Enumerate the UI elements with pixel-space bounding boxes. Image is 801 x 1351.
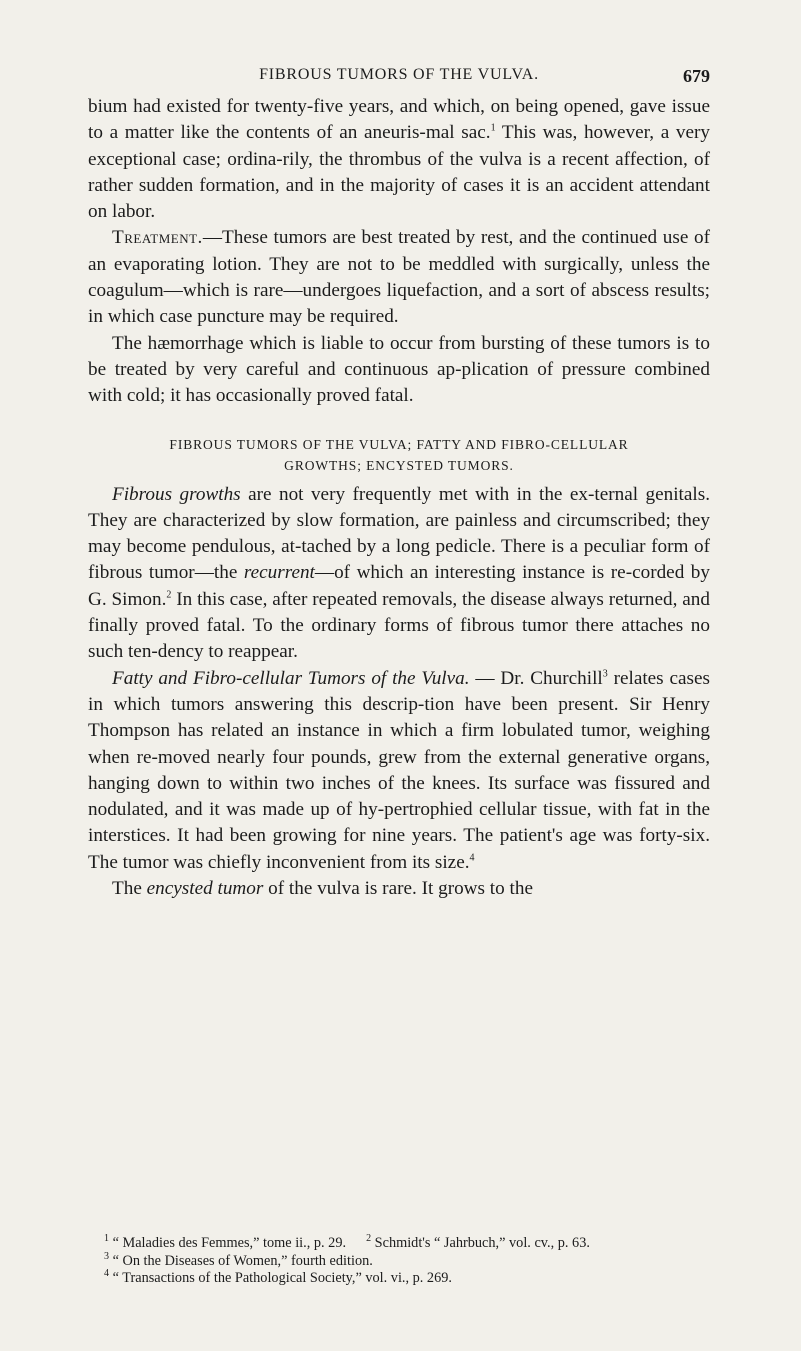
footnote-line [104,1250,710,1271]
paragraph-treatment [88,225,710,330]
footnote-2: Schmidt's “ Jahrbuch,” vol. cv., p. 63. [374,1235,590,1251]
paragraph-fibrous-growths [88,482,710,666]
paragraph-text: —These tumors are best treated by rest, and the continued use of an evaporating lotion. They are not to be meddled with surgically, unless the coagulum—which is rare—undergoes liquefaction, and a sort of abscess results; in which case puncture may be required. [88,227,710,328]
section-heading-line: FIBROUS TUMORS OF THE VULVA; FATTY AND FIBRO-CELLULAR [169,436,629,452]
body-text [88,94,710,902]
paragraph-fatty-tumors [88,666,710,876]
footnote-ref-4: 4 [469,852,475,864]
paragraph-text: The hæmorrhage which is liable to occur from bursting of these tumors is to be treated by very careful and continuous ap-plication of pressure combined with cold; it has occasionally proved fatal. [88,332,710,407]
paragraph-text: In this case, after repeated removals, the disease always returned, and finally proved fatal. To the ordinary forms of fibrous tumor there attaches no such ten-dency to reappear. [88,588,710,663]
paragraph-thrombus-continued [88,94,710,225]
footnote-ref-3: 3 [602,668,608,680]
footnote-mark: 4 [104,1268,109,1280]
footnote-mark: 3 [104,1250,109,1262]
page-number: 679 [683,66,710,86]
footnotes [104,1235,710,1288]
footnote-line [104,1270,710,1288]
footnote-mark: 1 [104,1233,109,1245]
running-head [88,66,710,90]
section-heading-line: GROWTHS; ENCYSTED TUMORS. [284,457,514,473]
paragraph-encysted-tumor [88,876,710,902]
paragraph-text: bium had existed for twenty-five years, and which, on being opened, gave issue to a matter like the contents of an aneuris-mal sac. [88,96,710,144]
footnote-3: “ On the Diseases of Women,” fourth edition. [112,1252,373,1269]
paragraph-text: of the vulva is rare. It grows to the [263,878,533,900]
paragraph-text: —of which an interesting instance is re-corded by G. Simon. [88,562,710,610]
running-title: FIBROUS TUMORS OF THE VULVA. [259,66,539,83]
paragraph-text: The [112,878,147,900]
paragraph-haemorrhage [88,331,710,410]
paragraph-text: — Dr. Churchill [469,667,603,689]
emphasis-recurrent: recurrent [243,562,315,584]
footnote-ref-1: 1 [490,122,496,134]
fatty-tumors-lead: Fatty and Fibro-cellular Tumors of the Vulva. [112,667,470,689]
section-heading [88,434,710,476]
treatment-lead: Treatment. [112,227,203,249]
paragraph-text: This was, however, a very exceptional case; ordina-rily, the thrombus of the vulva is a recent affection, of rather sudden formation, and in the majority of cases it is an accident attendant on labor. [88,122,710,223]
footnote-4: “ Transactions of the Pathological Society,” vol. vi., p. 269. [112,1270,452,1286]
footnote-line [104,1235,710,1253]
fibrous-growths-lead: Fibrous growths [112,483,241,505]
footnote-1: “ Maladies des Femmes,” tome ii., p. 29. [112,1235,347,1251]
emphasis-encysted-tumor: encysted tumor [146,878,264,900]
paragraph-text: relates cases in which tumors answering this descrip-tion have been present. Sir Henry Thompson has related an instance in which a firm lobulated tumor, weighing when re-moved nearly four pounds, grew from the external generative organs, hanging down to within two inches of the knees. Its surface was fissured and nodulated, and it was made up of hy-pertrophied cellular tissue, with fat in the interstices. It had been growing for nine years. The patient's age was forty-six. The tumor was chiefly inconvenient from its size. [88,667,710,873]
footnote-mark: 2 [366,1233,372,1245]
paragraph-text: are not very frequently met with in the ex-ternal genitals. They are characterized by slow formation, are painless and circumscribed; they may become pendulous, at-tached by a long pedicle. There is a peculiar form of fibrous tumor—the [88,483,711,584]
footnote-ref-2: 2 [166,589,172,601]
